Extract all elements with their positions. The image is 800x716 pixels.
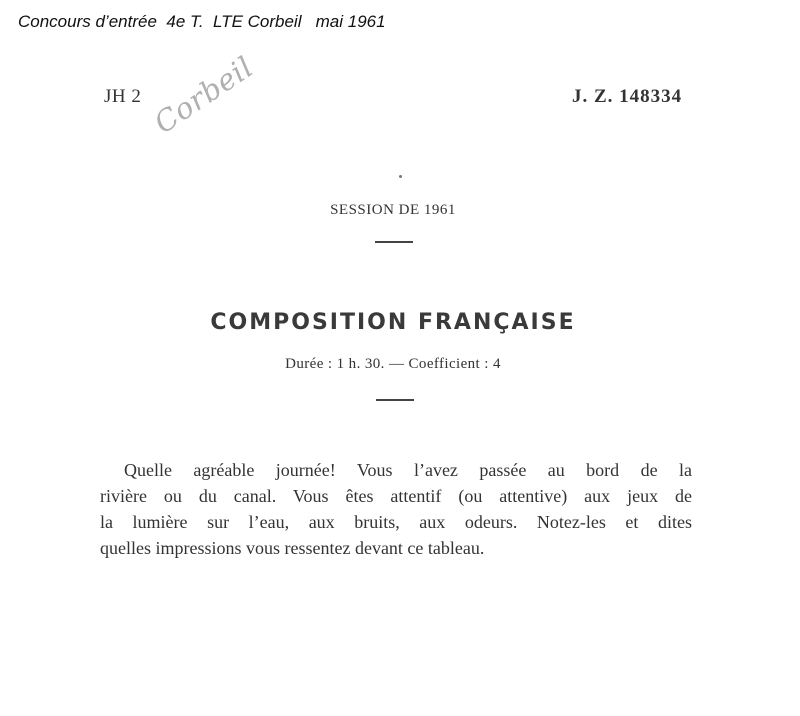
document-caption: Concours d’entrée 4e T. LTE Corbeil mai 1961 [18, 12, 386, 31]
divider-rule [375, 241, 413, 243]
subject-line: Quelle agréable journée! Vous l’avez passée au bord de la [124, 460, 692, 480]
subject-line: la lumière sur l’eau, aux bruits, aux odeurs. Notez-les et dites [100, 512, 692, 532]
exam-title: COMPOSITION FRANÇAISE [210, 310, 576, 335]
session-heading: SESSION DE 1961 [330, 202, 456, 218]
subject-line: quelles impressions vous ressentez devant ce tableau. [100, 538, 485, 558]
divider-rule [376, 399, 414, 401]
reference-code-right: J. Z. 148334 [572, 86, 683, 107]
paper-speck [399, 175, 402, 178]
handwritten-note: Corbeil [148, 49, 260, 141]
reference-code-left: JH 2 [104, 86, 142, 107]
exam-subject [100, 457, 692, 561]
subject-line: rivière ou du canal. Vous êtes attentif (ou attentive) aux jeux de [100, 486, 692, 506]
duration-line: Durée : 1 h. 30. — Coefficient : 4 [285, 356, 501, 372]
